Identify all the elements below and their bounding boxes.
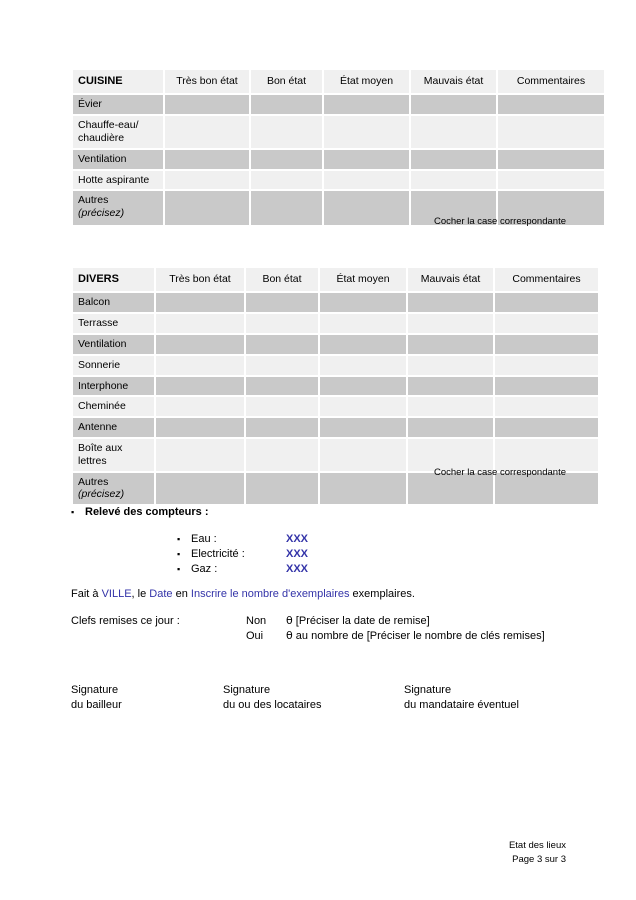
place-suffix: exemplaires. (349, 588, 415, 600)
cell-commentaires[interactable] (495, 377, 598, 396)
cell-mauvais-etat[interactable] (411, 171, 496, 190)
keys-option-no-text[interactable]: [Préciser la date de remise] (295, 615, 430, 627)
cell-bon-etat[interactable] (251, 95, 322, 114)
cell-commentaires[interactable] (498, 171, 604, 190)
row-label-interphone: Interphone (73, 377, 154, 396)
cell-commentaires[interactable] (495, 418, 598, 437)
row-label-balcon: Balcon (73, 293, 154, 312)
table-header-row (73, 70, 604, 93)
meter-label-electricite: Electricité : (191, 547, 245, 560)
keys-row-no (71, 614, 545, 629)
meter-value-electricite[interactable]: XXX (286, 547, 309, 560)
cell-tres-bon-etat[interactable] (165, 116, 249, 148)
signature-title: Signature (404, 684, 452, 696)
cell-tres-bon-etat[interactable] (156, 314, 244, 333)
cell-etat-moyen[interactable] (320, 335, 406, 354)
signature-subtitle: du ou des locataires (223, 699, 322, 712)
table-row (73, 150, 604, 169)
cell-commentaires[interactable] (495, 356, 598, 375)
cell-etat-moyen[interactable] (320, 397, 406, 416)
table-row (73, 116, 604, 148)
cell-commentaires[interactable] (495, 397, 598, 416)
square-bullet-icon: ▪ (177, 534, 181, 544)
page-footer (509, 839, 566, 867)
place-date-placeholder[interactable]: Date (149, 588, 173, 600)
cell-tres-bon-etat[interactable] (165, 95, 249, 114)
table-row (73, 335, 598, 354)
keys-option-yes[interactable]: Oui (246, 629, 264, 642)
list-item (177, 547, 308, 562)
cell-commentaires[interactable] (495, 293, 598, 312)
place-mid1: , le (131, 588, 150, 600)
cuisine-check-note: Cocher la case correspondante (433, 216, 566, 227)
row-label-antenne: Antenne (73, 418, 154, 437)
column-header-tres-bon-etat: Très bon état (165, 70, 249, 93)
cell-mauvais-etat[interactable] (408, 397, 493, 416)
cell-bon-etat[interactable] (251, 150, 322, 169)
row-label-boite-aux-lettres: Boîte aux lettres (73, 439, 154, 471)
meter-value-eau[interactable]: XXX (286, 533, 309, 545)
signature-subtitle: du mandataire éventuel (404, 699, 519, 712)
meter-label-eau: Eau : (191, 533, 217, 545)
cell-tres-bon-etat[interactable] (156, 335, 244, 354)
keys-option-yes-text[interactable]: au nombre de [Préciser le nombre de clés remises] (295, 629, 545, 642)
cell-etat-moyen[interactable] (324, 95, 409, 114)
cell-mauvais-etat[interactable] (408, 439, 493, 471)
meter-value-gaz[interactable]: XXX (286, 562, 309, 575)
keys-block (71, 614, 545, 644)
cell-commentaires[interactable] (495, 439, 598, 471)
table-row (73, 293, 598, 312)
row-label-ventilation: Ventilation (73, 335, 154, 354)
cell-mauvais-etat[interactable] (408, 314, 493, 333)
cell-etat-moyen[interactable] (320, 439, 406, 471)
cell-etat-moyen[interactable] (320, 314, 406, 333)
cell-mauvais-etat[interactable] (411, 116, 496, 148)
cell-etat-moyen[interactable] (324, 171, 409, 190)
row-label-evier: Évier (73, 95, 163, 114)
place-prefix: Fait à (71, 588, 102, 600)
cuisine-title: CUISINE (73, 70, 163, 93)
square-bullet-icon: ▪ (177, 548, 181, 559)
signature-block-mandataire (404, 683, 519, 713)
cell-commentaires[interactable] (498, 116, 604, 148)
table-row (73, 397, 598, 416)
list-item (177, 532, 308, 547)
footer-document-title: Etat des lieux (508, 840, 566, 851)
row-label-sonnerie: Sonnerie (73, 356, 154, 375)
meter-label-gaz: Gaz : (191, 562, 218, 575)
column-header-commentaires: Commentaires (498, 70, 604, 93)
meters-list (177, 532, 308, 577)
table-row (73, 439, 598, 471)
cell-bon-etat[interactable] (246, 293, 318, 312)
meters-heading: Relevé des compteurs : (85, 506, 209, 518)
keys-label: Clefs remises ce jour : (71, 615, 180, 627)
signature-subtitle: du bailleur (71, 699, 122, 712)
checkbox-icon[interactable]: θ (286, 614, 293, 627)
cell-mauvais-etat[interactable] (411, 95, 496, 114)
row-label-cheminee: Cheminée (73, 397, 154, 416)
row-label-ventilation: Ventilation (73, 150, 163, 169)
cell-etat-moyen[interactable] (324, 116, 409, 148)
keys-row-yes (71, 629, 545, 644)
divers-title: DIVERS (73, 268, 154, 291)
table-row (73, 356, 598, 375)
signature-title: Signature (71, 684, 119, 696)
cuisine-table (71, 68, 606, 227)
cell-tres-bon-etat[interactable] (156, 397, 244, 416)
cell-tres-bon-etat[interactable] (165, 171, 249, 190)
keys-option-no[interactable]: Non (246, 615, 267, 627)
column-header-tres-bon-etat: Très bon état (156, 268, 244, 291)
cell-mauvais-etat[interactable] (408, 377, 493, 396)
table-row (73, 418, 598, 437)
row-label-chauffe-eau: Chauffe-eau/ chaudière (73, 116, 163, 148)
cell-mauvais-etat[interactable] (408, 418, 493, 437)
cell-etat-moyen[interactable] (324, 150, 409, 169)
autres-label: Autres (78, 194, 109, 207)
cell-etat-moyen[interactable] (320, 377, 406, 396)
cell-mauvais-etat[interactable] (408, 293, 493, 312)
table-row (73, 377, 598, 396)
square-bullet-icon: ▪ (177, 563, 181, 574)
square-bullet-icon: ▪ (71, 507, 75, 517)
cell-bon-etat[interactable] (246, 397, 318, 416)
list-item (177, 562, 308, 577)
place-city-placeholder[interactable]: VILLE (101, 588, 132, 600)
table-row (73, 171, 604, 190)
autres-hint: (précisez) (78, 207, 125, 220)
autres-hint: (précisez) (78, 488, 125, 501)
signature-block-locataires (223, 683, 321, 713)
cell-etat-moyen[interactable] (320, 356, 406, 375)
column-header-bon-etat: Bon état (251, 70, 322, 93)
cell-commentaires[interactable] (495, 335, 598, 354)
cell-bon-etat[interactable] (251, 116, 322, 148)
cell-tres-bon-etat[interactable] (156, 356, 244, 375)
signature-block-bailleur (71, 683, 122, 713)
column-header-mauvais-etat: Mauvais état (411, 70, 496, 93)
cell-tres-bon-etat[interactable] (156, 377, 244, 396)
meters-heading-block (71, 505, 209, 520)
cell-tres-bon-etat[interactable] (165, 150, 249, 169)
cell-bon-etat[interactable] (246, 418, 318, 437)
cell-commentaires[interactable] (498, 150, 604, 169)
column-header-mauvais-etat: Mauvais état (408, 268, 493, 291)
cell-bon-etat[interactable] (246, 377, 318, 396)
cell-mauvais-etat[interactable] (408, 356, 493, 375)
table-row (73, 314, 598, 333)
signature-title: Signature (223, 684, 271, 696)
place-mid2: en (172, 588, 191, 600)
cell-etat-moyen[interactable] (320, 418, 406, 437)
cell-bon-etat[interactable] (246, 335, 318, 354)
cell-bon-etat[interactable] (251, 171, 322, 190)
place-copies-placeholder[interactable]: Inscrire le nombre d'exemplaires (190, 588, 350, 600)
cell-tres-bon-etat[interactable] (156, 418, 244, 437)
row-label-hotte-aspirante: Hotte aspirante (73, 171, 163, 190)
cell-mauvais-etat[interactable] (411, 150, 496, 169)
divers-check-note: Cocher la case correspondante (433, 467, 566, 478)
row-label-terrasse: Terrasse (73, 314, 154, 333)
cell-tres-bon-etat[interactable] (156, 439, 244, 471)
column-header-etat-moyen: État moyen (324, 70, 409, 93)
cell-bon-etat[interactable] (246, 314, 318, 333)
column-header-bon-etat: Bon état (246, 268, 318, 291)
cell-bon-etat[interactable] (246, 439, 318, 471)
cell-commentaires[interactable] (495, 314, 598, 333)
table-header-row (73, 268, 598, 291)
place-date-line (71, 587, 415, 602)
autres-label: Autres (78, 475, 109, 488)
column-header-etat-moyen: État moyen (320, 268, 406, 291)
cell-etat-moyen[interactable] (320, 293, 406, 312)
table-row (73, 95, 604, 114)
cell-bon-etat[interactable] (246, 356, 318, 375)
cell-commentaires[interactable] (498, 95, 604, 114)
cell-mauvais-etat[interactable] (408, 335, 493, 354)
footer-page-number: Page 3 sur 3 (512, 853, 566, 865)
cell-tres-bon-etat[interactable] (156, 293, 244, 312)
column-header-commentaires: Commentaires (495, 268, 598, 291)
checkbox-icon[interactable]: θ (286, 628, 293, 642)
